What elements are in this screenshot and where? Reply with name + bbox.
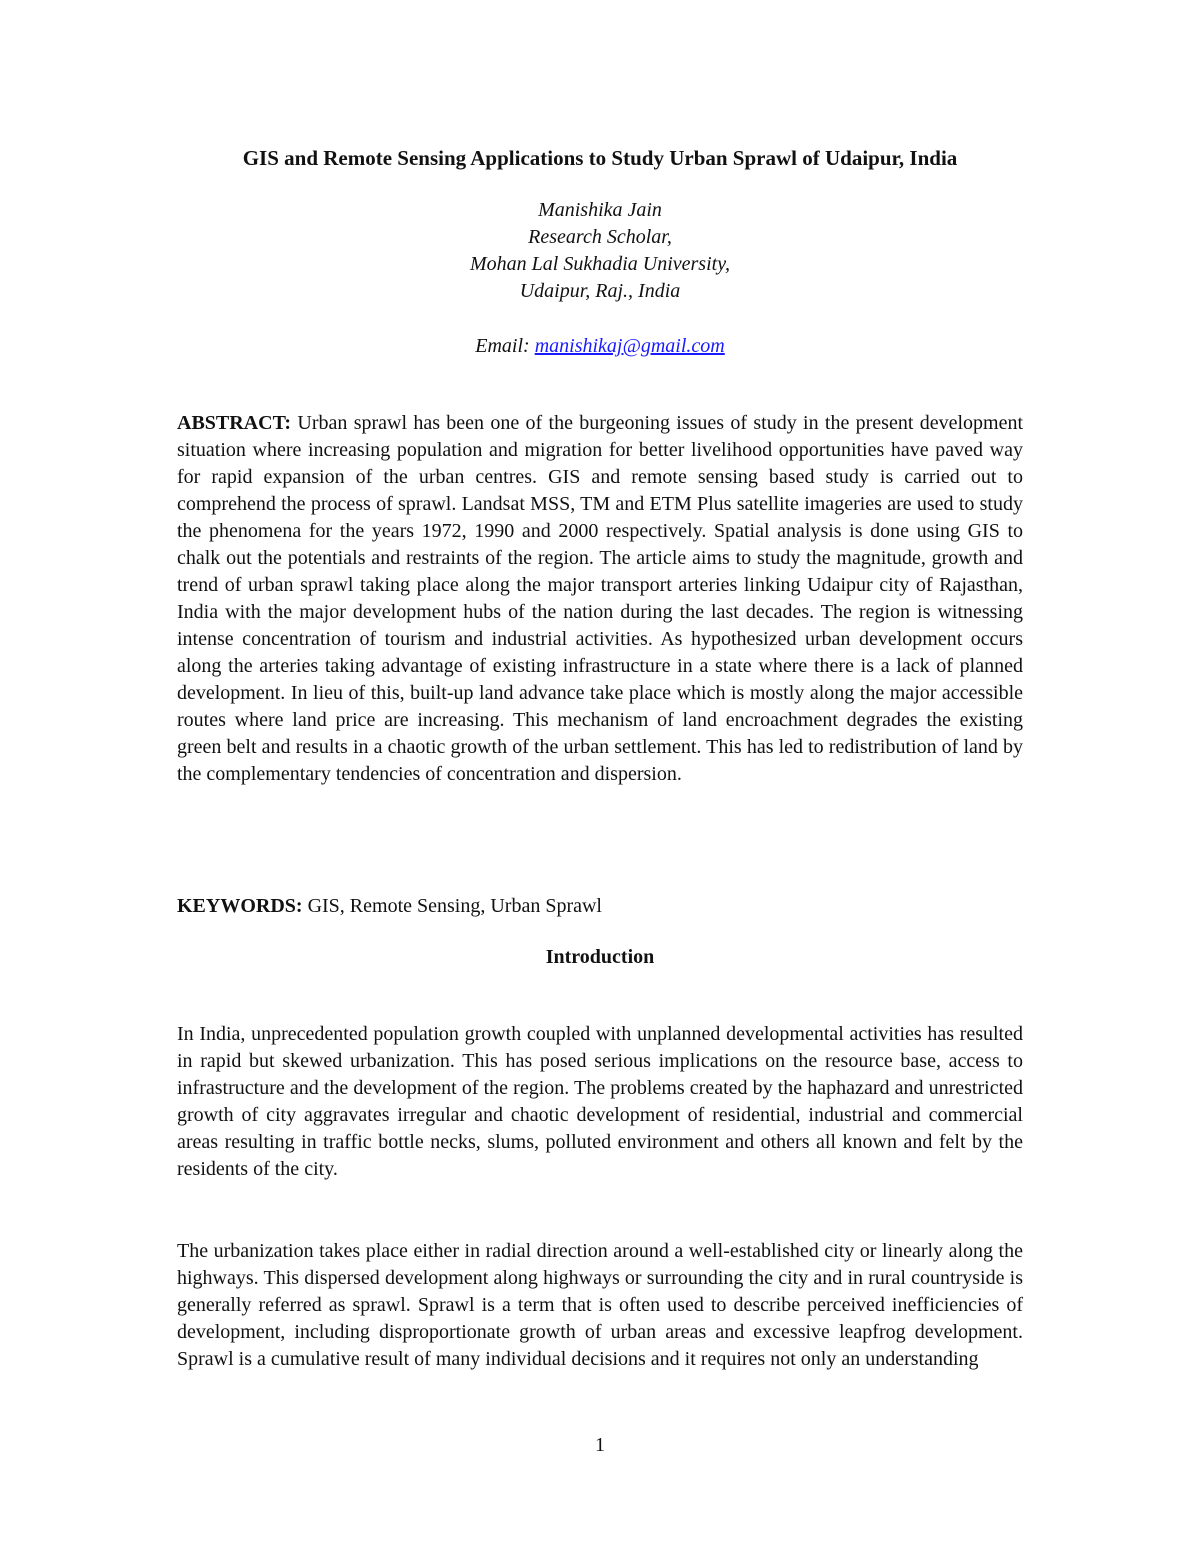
author-block [0,197,1200,305]
keywords-label: KEYWORDS: [177,895,308,917]
email-label: Email: [475,335,535,357]
email-line [0,333,1200,360]
abstract-label: ABSTRACT: [177,412,298,434]
keywords-paragraph [177,893,1023,920]
section-heading-introduction: Introduction [545,946,655,968]
author-name: Manishika Jain [538,199,662,221]
email-link[interactable]: manishikaj@gmail.com [534,335,725,357]
abstract-text: Urban sprawl has been one of the burgeoning issues of study in the present development situation where increasing population and migration for better livelihood opportunities have paved way for rapid expansion of the urban centres. GIS and remote sensing based study is carried out to comprehend the process of sprawl. Landsat MSS, TM and ETM Plus satellite imageries are used to study the phenomena for the years 1972, 1990 and 2000 respectively. Spatial analysis is done using GIS to chalk out the potentials and restraints of the region. The article aims to study the magnitude, growth and trend of urban sprawl taking place along the major transport arteries linking Udaipur city of Rajasthan, India with the major development hubs of the nation during the last decades. The region is witnessing intense concentration of tourism and industrial activities. As hypothesized urban development occurs along the arteries taking advantage of existing infrastructure in a state where there is a lack of planned development. In lieu of this, built-up land advance take place which is mostly along the major accessible routes where land price are increasing. This mechanism of land encroachment degrades the existing green belt and results in a chaotic growth of the urban settlement. This has led to redistribution of land by the complementary tendencies of concentration and dispersion. [177,412,1023,785]
keywords-text: GIS, Remote Sensing, Urban Sprawl [307,895,602,917]
page-number: 1 [595,1434,605,1456]
author-institution: Mohan Lal Sukhadia University, [470,253,730,275]
introduction-paragraph-2: The urbanization takes place either in radial direction around a well-established city or linearly along the highways. This dispersed development along highways or surrounding the city and in rural countryside is generally referred as sprawl. Sprawl is a term that is often used to describe perceived inefficiencies of development, including disproportionate growth of urban areas and excessive leapfrog development. Sprawl is a cumulative result of many individual decisions and it requires not only an understanding [177,1240,1023,1370]
author-position: Research Scholar, [528,226,672,248]
author-location: Udaipur, Raj., India [519,280,681,302]
introduction-paragraph-1: In India, unprecedented population growth coupled with unplanned developmental activities has resulted in rapid but skewed urbanization. This has posed serious implications on the resource base, access to infrastructure and the development of the region. The problems created by the haphazard and unrestricted growth of city aggravates irregular and chaotic development of residential, industrial and commercial areas resulting in traffic bottle necks, slums, polluted environment and others all known and felt by the residents of the city. [177,1023,1023,1180]
abstract-paragraph [177,410,1023,788]
paper-title: GIS and Remote Sensing Applications to Study Urban Sprawl of Udaipur, India [242,146,958,170]
